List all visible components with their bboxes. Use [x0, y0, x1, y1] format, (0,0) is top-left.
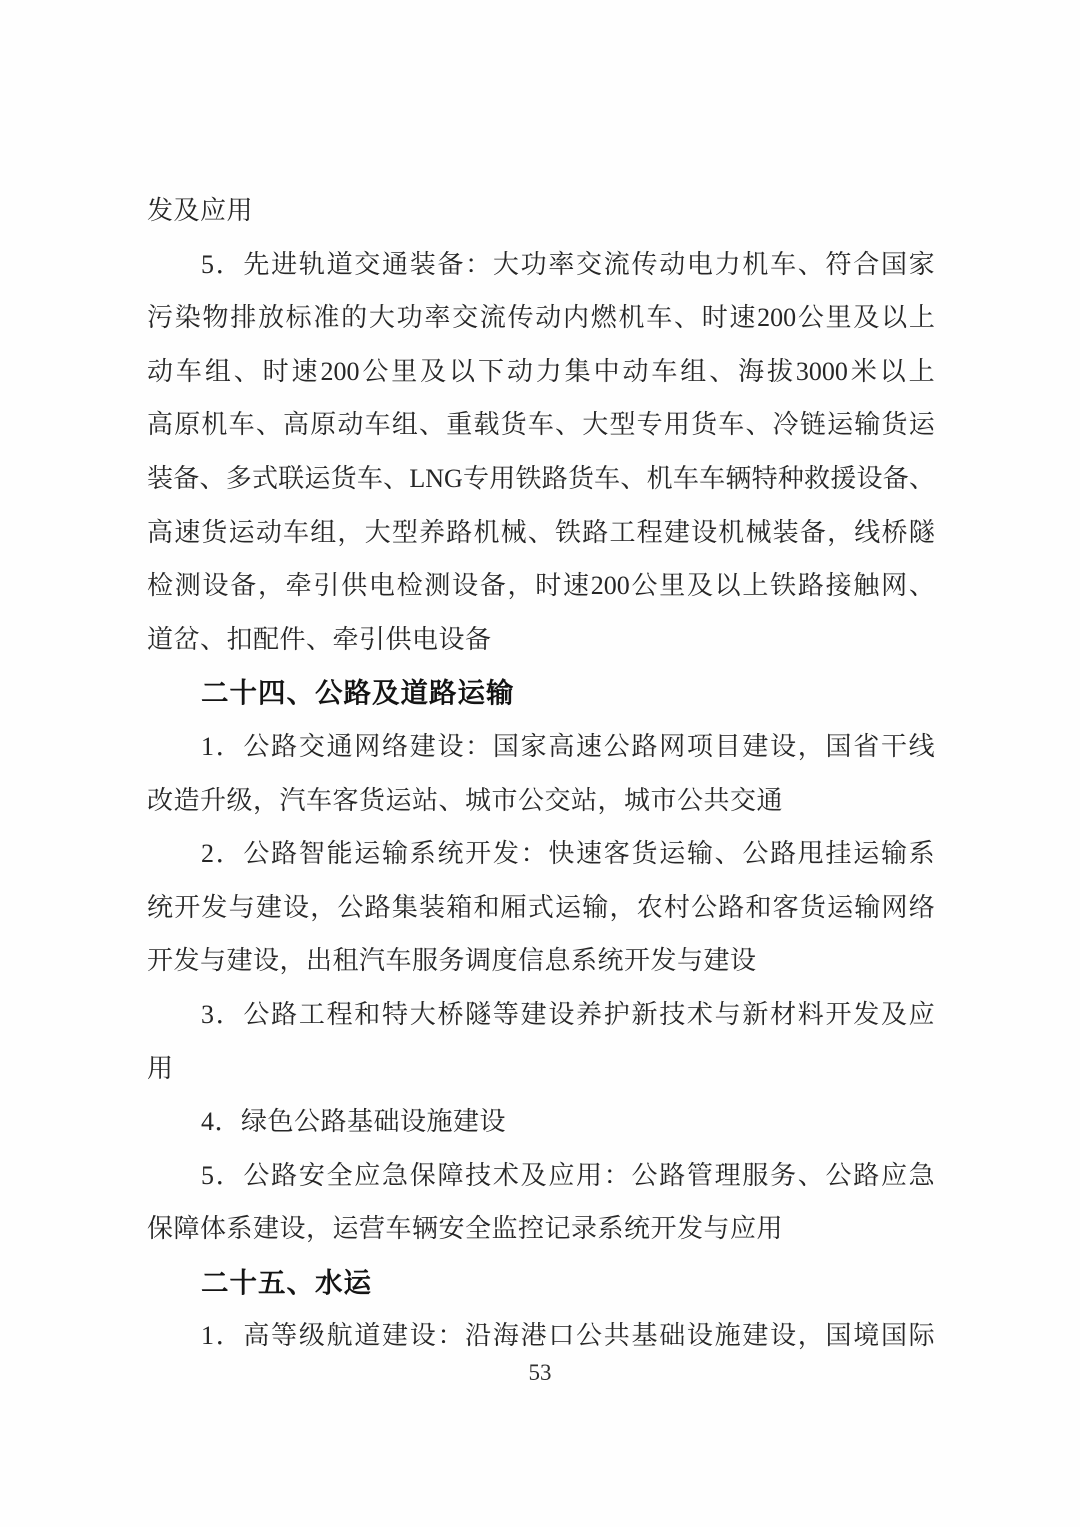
- text-line: 道岔、扣配件、牵引供电设备: [147, 624, 492, 654]
- text-line: 污 染 物 排 放 标 准 的 大 功 率 交 流 传 动 内 燃 机 车 、 时 速 200 公 里 及 以 上: [147, 303, 935, 333]
- page-number: 53: [528, 1360, 552, 1385]
- text-line: 开发与建设，出租汽车服务调度信息系统开发与建设: [147, 946, 757, 976]
- text-line: 检 测 设 备 ， 牵 引 供 电 检 测 设 备 ， 时 速 200 公 里 及 以 上 铁 路 接 触 网 、: [147, 571, 935, 601]
- text-line: 用: [147, 1053, 174, 1083]
- text-line: 4．绿色公路基础设施建设: [201, 1107, 507, 1137]
- text-line: 高 原 机 车 、 高 原 动 车 组 、 重 载 货 车 、 大 型 专 用 货 车 、 冷 链 运 输 货 运: [147, 410, 935, 440]
- text-line: 2 ． 公 路 智 能 运 输 系 统 开 发 ： 快 速 客 货 运 输 、 公 路 甩 挂 运 输 系: [201, 839, 935, 869]
- text-line: 5 ． 先 进 轨 道 交 通 装 备 ： 大 功 率 交 流 传 动 电 力 机 车 、 符 合 国 家: [201, 249, 935, 279]
- text-line: 动 车 组 、 时 速 200 公 里 及 以 下 动 力 集 中 动 车 组 、 海 拔 3000 米 以 上: [147, 356, 935, 386]
- text-line: 改造升级，汽车客货运站、城市公交站，城市公共交通: [147, 785, 784, 815]
- text-block: [147, 184, 935, 1363]
- text-line: 1 ． 高 等 级 航 道 建 设 ： 沿 海 港 口 公 共 基 础 设 施 建 设 ， 国 境 国 际: [201, 1321, 935, 1351]
- text-line: 高 速 货 运 动 车 组 ， 大 型 养 路 机 械 、 铁 路 工 程 建 设 机 械 装 备 ， 线 桥 隧: [147, 517, 935, 547]
- text-line: 保障体系建设，运营车辆安全监控记录系统开发与应用: [147, 1214, 784, 1244]
- section-heading: 二十四、公路及道路运输: [201, 677, 515, 709]
- text-line: 统 开 发 与 建 设 ， 公 路 集 装 箱 和 厢 式 运 输 ， 农 村 公 路 和 客 货 运 输 网 络: [147, 892, 935, 922]
- text-line: 1 ． 公 路 交 通 网 络 建 设 ： 国 家 高 速 公 路 网 项 目 建 设 ， 国 省 干 线: [201, 731, 935, 761]
- text-line: 5 ． 公 路 安 全 应 急 保 障 技 术 及 应 用 ： 公 路 管 理 服 务 、 公 路 应 急: [201, 1160, 935, 1190]
- text-line: 装 备 、 多 式 联 运 货 车 、 LNG 专 用 铁 路 货 车 、 机 车 车 辆 特 种 救 援 设 备 、: [147, 463, 935, 493]
- text-line: 3 ． 公 路 工 程 和 特 大 桥 隧 等 建 设 养 护 新 技 术 与 新 材 料 开 发 及 应: [201, 999, 935, 1029]
- section-heading: 二十五、水运: [201, 1266, 372, 1298]
- text-line: 发及应用: [147, 196, 254, 225]
